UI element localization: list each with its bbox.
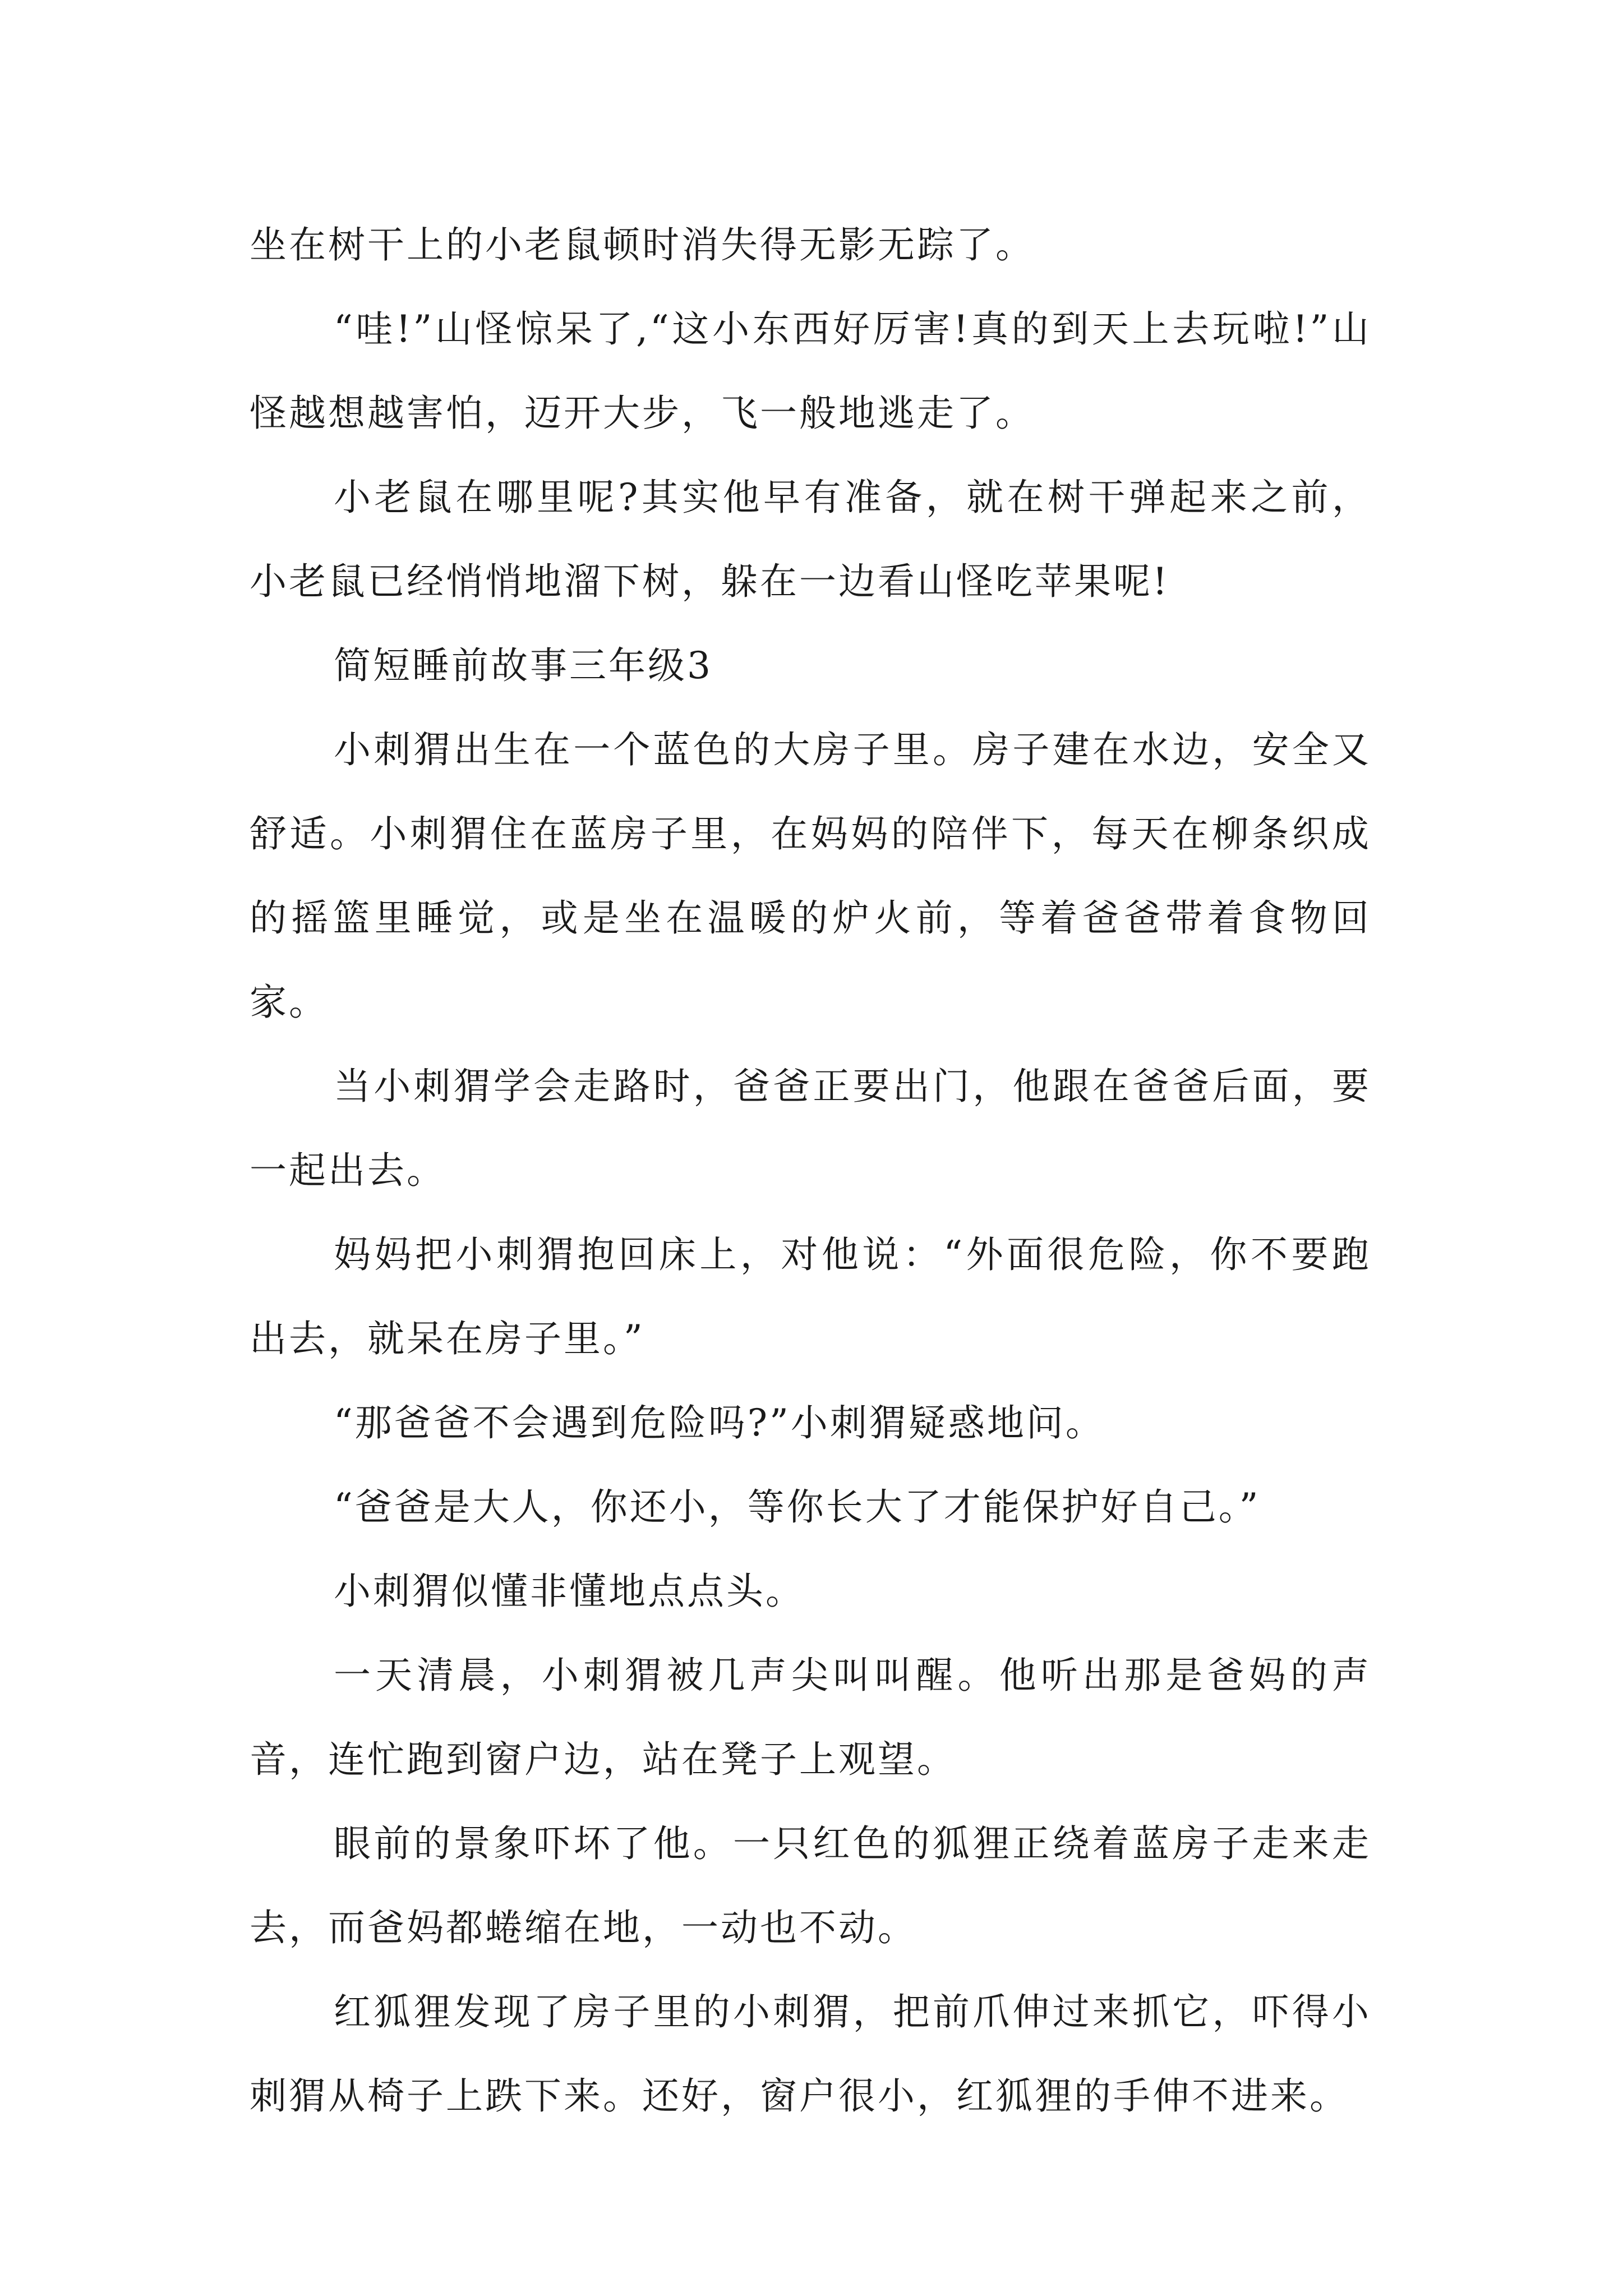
- paragraph-10: 小刺猬似懂非懂地点点头。: [334, 1570, 805, 1613]
- paragraph-2: “哇!”山怪惊呆了,“这小东西好厉害!真的到天上去玩啦!”山怪越想越害怕，迈开大步，飞一般地逃走了。: [250, 307, 1371, 435]
- paragraph-1: 坐在树干上的小老鼠顿时消失得无影无踪了。: [250, 223, 1035, 266]
- paragraph-13: 红狐狸发现了房子里的小刺猬，把前爪伸过来抓它，吓得小刺猬从椅子上跌下来。还好，窗户很小，红狐狸的手伸不进来。: [250, 1990, 1371, 2118]
- paragraph-11: 一天清晨，小刺猬被几声尖叫叫醒。他听出那是爸妈的声音，连忙跑到窗户边，站在凳子上观望。: [250, 1654, 1371, 1781]
- paragraph-3: 小老鼠在哪里呢?其实他早有准备，就在树干弹起来之前，小老鼠已经悄悄地溜下树，躲在一边看山怪吃苹果呢!: [250, 476, 1371, 603]
- story-text-block: [250, 203, 1371, 2138]
- paragraph-5: 小刺猬出生在一个蓝色的大房子里。房子建在水边，安全又舒适。小刺猬住在蓝房子里，在妈妈的陪伴下，每天在柳条织成的摇篮里睡觉，或是坐在温暖的炉火前，等着爸爸带着食物回家。: [250, 728, 1371, 1024]
- paragraph-8: “那爸爸不会遇到危险吗?”小刺猬疑惑地问。: [334, 1401, 1105, 1444]
- paragraph-7: 妈妈把小刺猬抱回床上，对他说：“外面很危险，你不要跑出去，就呆在房子里。”: [250, 1233, 1371, 1360]
- story-heading: 简短睡前故事三年级3: [334, 644, 713, 687]
- paragraph-6: 当小刺猬学会走路时，爸爸正要出门，他跟在爸爸后面，要一起出去。: [250, 1065, 1371, 1192]
- paragraph-9: “爸爸是大人，你还小，等你长大了才能保护好自己。”: [334, 1485, 1261, 1529]
- paragraph-12: 眼前的景象吓坏了他。一只红色的狐狸正绕着蓝房子走来走去，而爸妈都蜷缩在地，一动也不动。: [250, 1822, 1371, 1949]
